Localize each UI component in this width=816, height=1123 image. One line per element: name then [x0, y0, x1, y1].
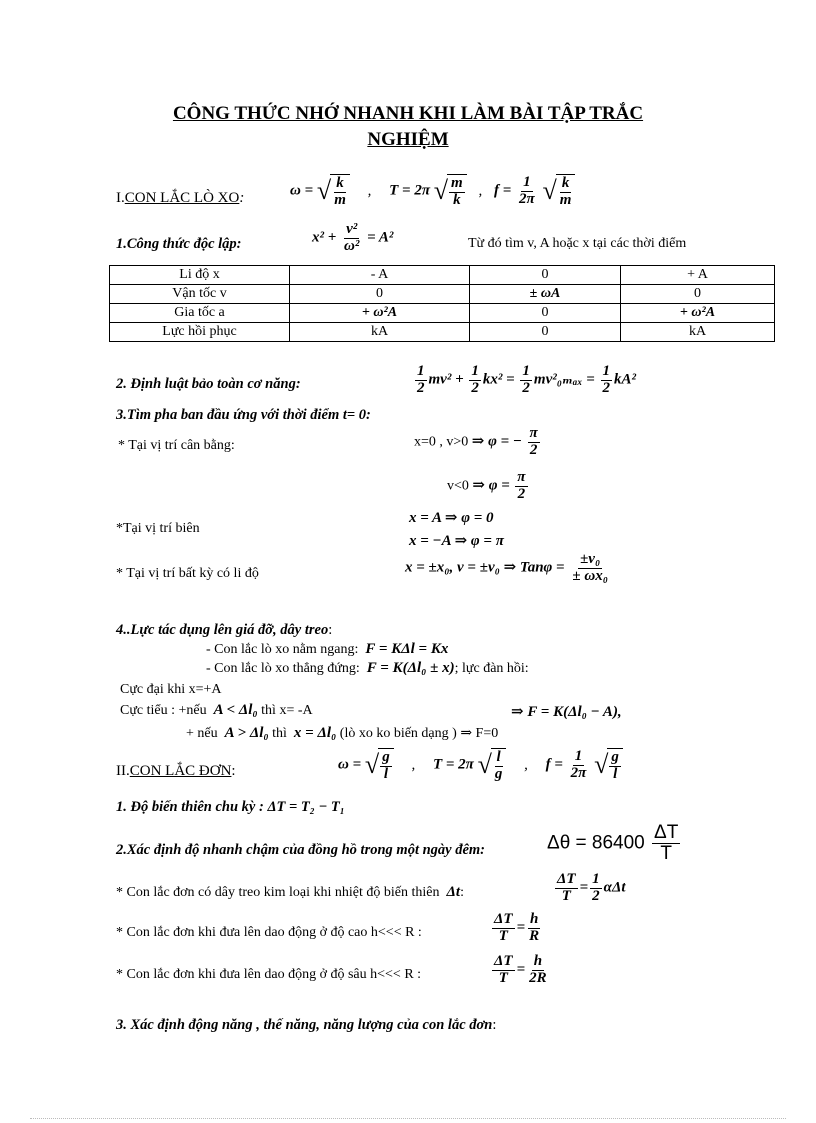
table-cell: Li độ x [110, 266, 290, 285]
page-title-line2: NGHIỆM [367, 129, 449, 150]
clock-heading: 2.Xác định độ nhanh chậm của đồng hồ trong một ngày đêm: [116, 842, 486, 858]
table-cell: + A [621, 266, 775, 285]
boundary-formula-1: x = A ⇒ φ = 0 [409, 510, 494, 526]
height-formula: $\frac{\Delta T}{T}$ = $\frac{h}{R}$ [494, 911, 540, 944]
temperature-label: * Con lắc đơn có dây treo kim loại khi nhiệt độ biến thiên Δt: [116, 884, 464, 900]
horizontal-spring: - Con lắc lò xo nằm ngang: F = KΔl = Kx [206, 641, 449, 657]
equilibrium-label: * Tại vị trí cân bằng: [118, 438, 235, 453]
section-1-heading: I.CON LẮC LÒ XO: [116, 190, 245, 206]
table-row [110, 266, 775, 285]
force-heading: 4..Lực tác dụng lên giá đỡ, dây treo: [116, 622, 333, 638]
independent-heading: 1.Công thức độc lập: [116, 236, 242, 252]
independent-note: Từ đó tìm v, A hoặc x tại các thời điểm [468, 236, 687, 251]
table-cell: Vận tốc v [110, 285, 290, 304]
period-variation: 1. Độ biến thiên chu kỳ : ΔT = T₂ − T₁ [116, 799, 345, 815]
table-row [110, 304, 775, 323]
phase-heading: 3.Tìm pha ban đầu ứng với thời điểm t= 0: [116, 407, 371, 423]
table-cell: kA [621, 323, 775, 342]
spring-formulas: ω = √ $\frac{k}{m}$ , T = 2π √ $\frac{m}{k}$ , f = $\frac{1}{2\pi}$ √ $\frac{k}{m}$ [290, 174, 575, 209]
boundary-formula-2: x = −A ⇒ φ = π [409, 533, 504, 549]
table-cell: 0 [621, 285, 775, 304]
pendulum-formulas: ω = √ $\frac{g}{l}$ , T = 2π √ $\frac{l}{g}$ , f = $\frac{1}{2\pi}$ √ $\frac{g}{l}$ [338, 748, 623, 783]
max-force: Cực đại khi x=+A [120, 682, 222, 697]
table-row [110, 285, 775, 304]
any-position-formula: x = ±x₀, v = ±v₀ ⇒ Tanφ = $\frac{\text{±v₀}}{\text{± ωx₀}}$ [405, 551, 608, 584]
table-cell: Gia tốc a [110, 304, 290, 323]
page-bottom-divider [30, 1118, 786, 1119]
equilibrium-formula-1: x=0 , v>0 ⇒ φ = − $\frac{\pi}{2}$ [414, 425, 538, 458]
equilibrium-formula-2: v<0 ⇒ φ = $\frac{\pi}{2}$ [447, 469, 526, 502]
height-label: * Con lắc đơn khi đưa lên dao động ở độ cao h<<< R : [116, 925, 422, 940]
energy-pendulum-heading: 3. Xác định động năng , thế năng, năng lượng của con lắc đơn: [116, 1017, 497, 1033]
depth-formula: $\frac{\Delta T}{T}$ = $\frac{h}{2R}$ [494, 953, 547, 986]
table-cell: ± ωA [470, 285, 621, 304]
min-force-1-result: ⇒ F = K(Δl₀ − A), [511, 704, 622, 720]
page-title: CÔNG THỨC NHỚ NHANH KHI LÀM BÀI TẬP TRẮC [172, 103, 644, 124]
table-cell: kA [290, 323, 470, 342]
table-cell: 0 [470, 323, 621, 342]
energy-heading: 2. Định luật bảo toàn cơ năng: [116, 376, 301, 392]
table-cell: - A [290, 266, 470, 285]
table-cell: + ω²A [621, 304, 775, 323]
table-cell: 0 [470, 304, 621, 323]
clock-formula: Δθ = 86400 $\frac{\Delta T}{T}$ [547, 822, 679, 864]
depth-label: * Con lắc đơn khi đưa lên dao động ở độ sâu h<<< R : [116, 967, 422, 982]
section-2-heading: II.CON LẮC ĐƠN: [116, 763, 236, 779]
min-force-2: + nếu A > Δl₀ thì x = Δl₀ (lò xo ko biến dạng ) ⇒ F=0 [186, 725, 499, 741]
table-cell: + ω²A [290, 304, 470, 323]
table-cell: 0 [290, 285, 470, 304]
any-position-label: * Tại vị trí bất kỳ có li độ [116, 566, 259, 581]
temperature-formula: $\frac{\Delta T}{T}$ = $\frac{1}{2}$ αΔt [557, 871, 626, 904]
table-cell: Lực hồi phục [110, 323, 290, 342]
boundary-label: *Tại vị trí biên [116, 521, 200, 536]
oscillation-table [109, 265, 775, 342]
min-force-1: Cực tiểu : +nếu A < Δl₀ thì x= -A [120, 702, 313, 718]
energy-formula: $\frac{1}{2}$ mv² + $\frac{1}{2}$ kx² = $\frac{1}{2}$ mv²₀ₘₐₓ = $\frac{1}{2}$ kA² [417, 363, 637, 396]
independent-formula: x² + $\frac{\text{v²}}{\text{ω²}}$ = A² [312, 221, 394, 254]
vertical-spring: - Con lắc lò xo thẳng đứng: F = K(Δl₀ ± x); lực đàn hồi: [206, 660, 529, 676]
table-cell: 0 [470, 266, 621, 285]
table-row [110, 323, 775, 342]
